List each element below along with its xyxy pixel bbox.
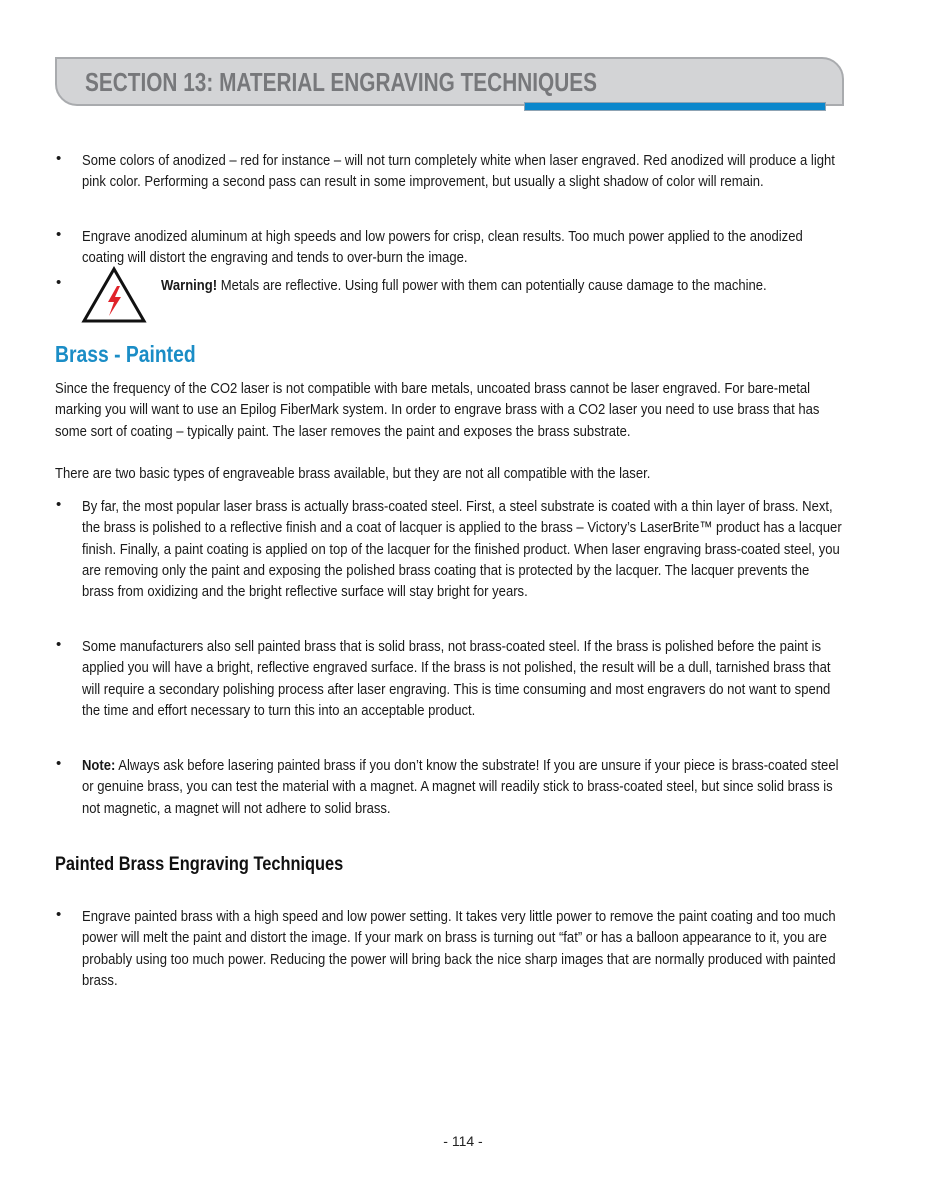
list-item [55, 226, 855, 276]
bullet-text: By far, the most popular laser brass is actually brass-coated steel. First, a steel substrate is coated with a thin layer of brass. Next, the brass is polished to a reflective finish and a coat of lacquer is applied to the brass – Victory’s LaserBrite™ product has a lacquer finish. Finally, a paint coating is applied on top of the lacquer for the finished product. When laser engraving brass-coated steel, you are removing only the paint and exposing the polished brass coating that is protected by the lacquer. The lacquer prevents the brass from oxidizing and the bright reflective surface will stay bright for years. [82, 498, 842, 601]
techniques-bullet-list [55, 906, 855, 992]
electrical-hazard-warning-icon [81, 266, 147, 324]
anodized-bullet-list [55, 150, 855, 276]
warning-label: Warning! [161, 277, 218, 294]
bullet-text: Engrave painted brass with a high speed and low power setting. It takes very little power to remove the paint coating and too much power will melt the paint and distort the image. If your mark on brass is turning out “fat” or has a balloon appearance to it, you are probably using too much power. Reducing the power will bring back the nice sharp images that are normally produced with painted brass. [82, 908, 836, 990]
bullet-icon: • [56, 226, 62, 243]
bullet-icon: • [56, 636, 62, 654]
list-item [55, 496, 855, 624]
list-item [55, 755, 855, 819]
warning-callout [55, 276, 855, 326]
brass-types-paragraph: There are two basic types of engraveable brass available, but they are not all compatible with the laser. [55, 464, 651, 482]
bullet-text: Some manufacturers also sell painted brass that is solid brass, not brass-coated steel. If the brass is polished before the paint is applied you will have a bright, reflective engraved surface. If the brass is not polished, the result will be a dull, tarnished brass that will require a secondary polishing process after laser engraving. This is time consuming and most engravers do not want to spend the time and effort necessary to turn this into an acceptable product. [82, 638, 831, 720]
warning-text [161, 275, 815, 296]
page-content [55, 150, 855, 992]
list-item [55, 636, 855, 743]
list-item [55, 906, 855, 992]
section-title: SECTION 13: MATERIAL ENGRAVING TECHNIQUES [85, 67, 597, 97]
note-label: Note: [82, 757, 116, 775]
bullet-icon: • [56, 755, 62, 773]
bullet-icon: • [56, 150, 62, 167]
list-item [55, 150, 855, 214]
brass-intro-paragraph: Since the frequency of the CO2 laser is not compatible with bare metals, uncoated brass cannot be laser engraved. For bare-metal marking you will want to use an Epilog FiberMark system. In order to engrave brass with a CO2 laser you need to use brass that has some sort of coating – typically paint. The laser removes the paint and exposes the brass substrate. [55, 380, 820, 440]
bullet-icon: • [56, 906, 62, 924]
warning-message: Metals are reflective. Using full power with them can potentially cause damage to the machine. [217, 277, 767, 294]
techniques-heading: Painted Brass Engraving Techniques [55, 853, 344, 876]
header-accent-bar [524, 102, 826, 111]
brass-types-bullet-list [55, 496, 855, 819]
bullet-text: Some colors of anodized – red for instance – will not turn completely white when laser engraved. Red anodized will produce a light pink color. Performing a second pass can result in some improvement, but usually a slight shadow of color will remain. [82, 152, 835, 191]
page-number: - 114 - [443, 1133, 483, 1149]
note-message: Always ask before lasering painted brass if you don’t know the substrate! If you are unsure if your piece is brass-coated steel or genuine brass, you can test the material with a magnet. A magnet will readily stick to brass-coated steel, but since solid brass is not magnetic, a magnet will not adhere to solid brass. [82, 757, 839, 817]
bullet-icon: • [56, 274, 62, 291]
bullet-text: Engrave anodized aluminum at high speeds and low powers for crisp, clean results. Too much power applied to the anodized coating will distort the engraving and tends to over-burn the image. [82, 228, 803, 267]
bullet-icon: • [56, 496, 62, 514]
brass-painted-heading: Brass - Painted [55, 341, 196, 367]
section-header-banner [55, 57, 844, 106]
note-text [82, 755, 843, 819]
